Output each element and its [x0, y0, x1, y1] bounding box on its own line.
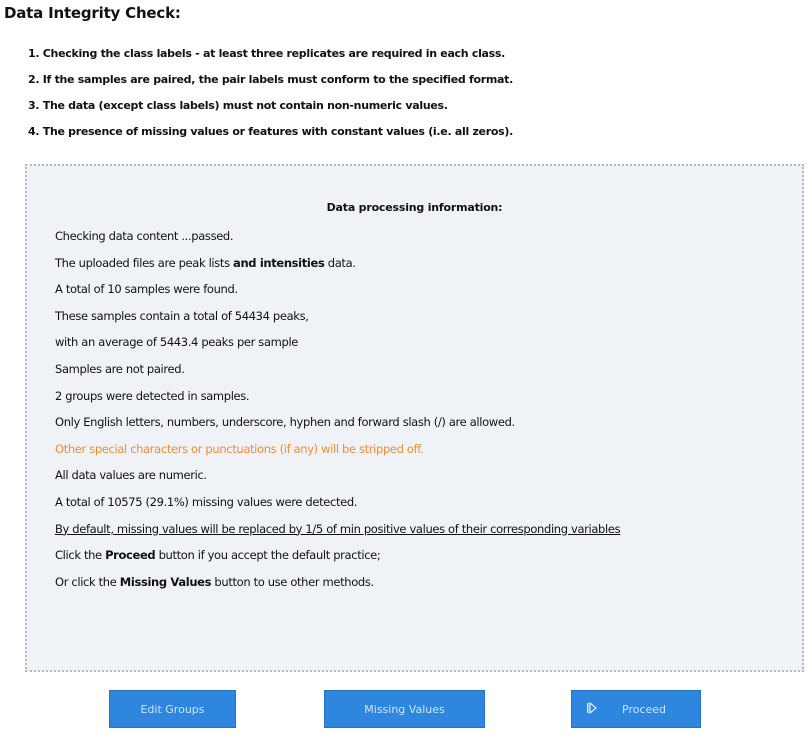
info-text-bold: Missing Values [119, 574, 212, 589]
play-icon [586, 702, 598, 717]
info-line-peak-total: These samples contain a total of 54434 peaks, [55, 308, 309, 323]
check-item-missing-values: 4. The presence of missing values or features with constant values (i.e. all zeros). [28, 125, 513, 138]
info-line-proceed-instruction [55, 547, 620, 574]
info-line-content-check: Checking data content ...passed. [55, 229, 234, 243]
edit-groups-button[interactable] [109, 690, 236, 728]
info-text-bold: Proceed [105, 548, 156, 563]
missing-values-label: Missing Values [364, 702, 445, 716]
page-title: Data Integrity Check: [4, 4, 181, 22]
info-line-stripped-characters-warning: Other special characters or punctuations (if any) will be stripped off. [55, 441, 424, 456]
info-text: data. [324, 255, 356, 270]
info-line-missing-count: A total of 10575 (29.1%) missing values were detected. [55, 494, 358, 509]
info-line-file-type [55, 255, 620, 282]
info-text: The uploaded files are peak lists [55, 255, 234, 270]
info-line-default-replacement: By default, missing values will be replaced by 1/5 of min positive values of their corresponding variables [55, 521, 621, 536]
info-text-bold: and intensities [233, 255, 325, 270]
info-text: Click the [55, 548, 106, 563]
integrity-check-list [28, 46, 513, 150]
info-text: button to use other methods. [211, 574, 374, 589]
info-line-paired-status: Samples are not paired. [55, 361, 185, 376]
info-lines [55, 228, 620, 600]
proceed-button[interactable] [571, 690, 701, 728]
info-text: Or click the [55, 574, 120, 589]
check-item-class-labels: 1. Checking the class labels - at least three replicates are required in each class. [28, 47, 506, 60]
info-line-sample-count: A total of 10 samples were found. [55, 282, 238, 297]
info-text: button if you accept the default practice; [155, 548, 381, 563]
info-line-numeric-status: All data values are numeric. [55, 468, 207, 483]
info-line-missing-values-instruction [55, 574, 620, 601]
check-item-numeric-values: 3. The data (except class labels) must not contain non-numeric values. [28, 99, 448, 112]
edit-groups-label: Edit Groups [140, 702, 205, 716]
check-item-paired-samples: 2. If the samples are paired, the pair labels must conform to the specified format. [28, 73, 514, 86]
info-line-group-count: 2 groups were detected in samples. [55, 388, 250, 403]
info-line-allowed-characters: Only English letters, numbers, underscore, hyphen and forward slash (/) are allowed. [55, 415, 515, 430]
data-processing-panel [25, 164, 804, 672]
info-panel-title: Data processing information: [326, 201, 503, 214]
info-line-peak-average: with an average of 5443.4 peaks per sample [55, 335, 299, 350]
proceed-label: Proceed [622, 702, 667, 716]
missing-values-button[interactable] [324, 690, 485, 728]
